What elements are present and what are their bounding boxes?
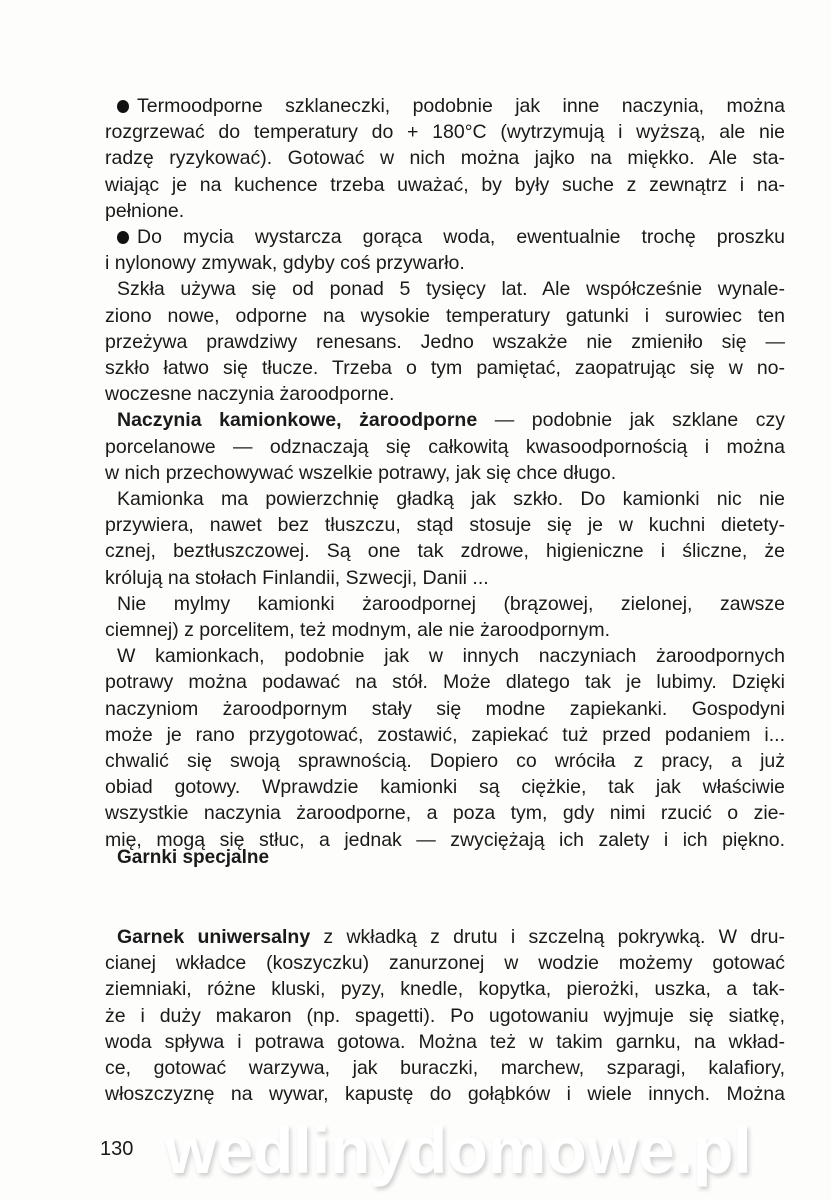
text-line — [105, 539, 785, 563]
line-text: pełnione. — [105, 199, 185, 222]
line-text: może je rano przygotować, zostawić, zapiekać tuż przed podaniem i... — [105, 723, 785, 746]
line-text: królują na stołach Finlandii, Szwecji, Danii ... — [105, 566, 489, 589]
text-line — [117, 592, 785, 616]
text-line — [105, 951, 785, 975]
line-text: cianej wkładce (koszyczku) zanurzonej w wodzie możemy gotować — [105, 952, 785, 975]
line-text: ce, gotować warzywa, jak buraczki, marchew, szparagi, kalafiory, — [105, 1057, 785, 1079]
text-line — [105, 304, 785, 328]
bullet-paragraph-line — [117, 94, 785, 118]
line-text: Nie mylmy kamionki żaroodpornej (brązowej, zielonej, zawsze — [117, 592, 785, 615]
line-text: ziono nowe, odporne na wysokie temperatury gatunki i surowiec ten — [105, 304, 785, 327]
text-line — [105, 801, 785, 825]
line-text: potrawy można podawać na stół. Może dlatego tak je lubimy. Dzięki — [105, 671, 785, 694]
line-text: wiając je na kuchence trzeba uważać, by były suche z zewnątrz i na- — [105, 173, 785, 196]
text-line — [105, 1056, 785, 1080]
text-line — [105, 120, 785, 144]
line-text: porcelanowe — odznaczają się całkowitą kwasoodpornością i można — [105, 435, 785, 458]
line-text: mię, mogą się stłuc, a jednak — zwyciężają ich zalety i ich piękno. — [105, 828, 785, 851]
text-line — [105, 749, 785, 773]
line-text: włoszczyznę na wywar, kapustę do gołąbków i wiele innych. Można — [105, 1083, 785, 1106]
line-text: W kamionkach, podobnie jak w innych naczyniach żaroodpornych — [117, 645, 785, 668]
line-text: naczyniom żaroodpornym stały się modne zapiekanki. Gospodyni — [105, 697, 785, 720]
text-line — [105, 461, 785, 485]
bullet-paragraph-line — [117, 225, 785, 249]
text-line — [105, 199, 785, 223]
text-line — [105, 173, 785, 197]
line-text: przeżywa prawdziwy renesans. Jedno wszakże nie zmieniło się — — [105, 330, 785, 353]
text-line — [105, 618, 785, 642]
line-text: wszystkie naczynia żaroodporne, a poza tym, gdy nimi rzucić o zie- — [105, 802, 785, 825]
line-text: ciemnej) z porcelitem, też modnym, ale nie żaroodpornym. — [105, 619, 611, 641]
line-text: chwalić się swoją sprawnością. Dopiero co wróciła z pracy, a już — [105, 750, 785, 772]
line-text: rozgrzewać do temperatury do + 180°C (wytrzymują i wyższą, ale nie — [105, 121, 785, 144]
text-line — [105, 775, 785, 799]
text-line — [105, 977, 785, 1001]
watermark: wedlinydomowe.pl — [165, 1113, 752, 1187]
text-line — [117, 925, 785, 949]
text-line — [105, 330, 785, 354]
section-heading: Garnki specjalne — [117, 847, 270, 868]
text-line — [105, 1030, 785, 1054]
text-line — [105, 251, 785, 275]
bullet-icon — [117, 231, 129, 244]
line-text: Kamionka ma powierzchnię gładką jak szkło. Do kamionki nic nie — [117, 488, 785, 510]
line-text: i nylonowy zmywak, gdyby coś przywarło. — [105, 252, 465, 275]
bold-term: Garnek uniwersalny — [117, 926, 311, 948]
line-text: z wkładką z drutu i szczelną pokrywką. W dru- — [310, 926, 785, 948]
text-line — [105, 723, 785, 747]
text-line — [105, 356, 785, 380]
text-line — [105, 566, 785, 590]
line-text: szkło łatwo się tłucze. Trzeba o tym pamiętać, zaopatrując się w no- — [105, 357, 785, 379]
line-text: przywiera, nawet bez tłuszczu, stąd stosuje się je w kuchni dietety- — [105, 514, 785, 537]
line-text: radzę ryzykować). Gotować w nich można jajko na miękko. Ale sta- — [105, 147, 785, 170]
text-line — [105, 435, 785, 459]
line-text: ziemniaki, różne kluski, pyzy, knedle, kopytka, pierożki, uszka, a tak- — [105, 978, 785, 1001]
line-text: Termoodporne szklaneczki, podobnie jak inne naczynia, można — [137, 95, 785, 117]
text-line — [105, 513, 785, 537]
text-line — [117, 408, 785, 432]
line-text: że i duży makaron (np. spagetti). Po ugotowaniu wyjmuje się siatkę, — [105, 1004, 785, 1027]
bold-term: Naczynia kamionkowe, żaroodporne — [117, 409, 478, 432]
line-text: — podobnie jak szklane czy — [477, 409, 785, 432]
text-line — [105, 697, 785, 721]
line-text: woczesne naczynia żaroodporne. — [105, 383, 395, 406]
line-text: w nich przechowywać wszelkie potrawy, jak się chce długo. — [105, 461, 617, 484]
text-line — [105, 1004, 785, 1028]
text-line — [105, 382, 785, 406]
text-line — [105, 670, 785, 694]
page-number: 130 — [100, 1138, 134, 1160]
text-line — [117, 277, 785, 301]
text-line — [117, 487, 785, 511]
line-text: Do mycia wystarcza gorąca woda, ewentualnie trochę proszku — [137, 226, 785, 248]
line-text: cznej, beztłuszczowej. Są one tak zdrowe, higieniczne i śliczne, że — [105, 540, 785, 563]
line-text: woda spływa i potrawa gotowa. Można też w takim garnku, na wkład- — [105, 1030, 785, 1053]
line-text: obiad gotowy. Wprawdzie kamionki są ciężkie, tak jak właściwie — [105, 776, 785, 799]
text-line — [117, 644, 785, 668]
bullet-icon — [117, 100, 129, 113]
text-line — [105, 1082, 785, 1106]
line-text: Szkła używa się od ponad 5 tysięcy lat. Ale współcześnie wynale- — [117, 278, 785, 301]
text-line — [105, 146, 785, 170]
